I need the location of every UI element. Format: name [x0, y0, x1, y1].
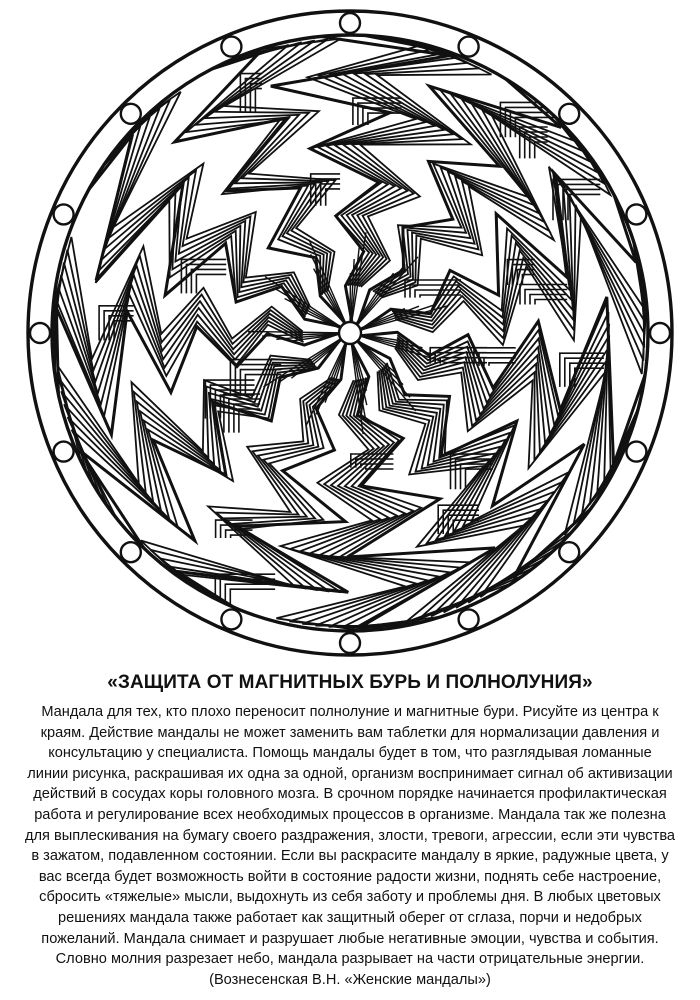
border-bead — [221, 37, 241, 57]
border-bead — [54, 442, 74, 462]
page-title: «ЗАЩИТА ОТ МАГНИТНЫХ БУРЬ И ПОЛНОЛУНИЯ» — [107, 672, 593, 693]
border-bead — [30, 323, 50, 343]
description-line: Мандала для тех, кто плохо переносит полнолуние и магнитные бури. Рисуйте из центра к — [41, 704, 659, 720]
description-line: краям. Действие мандалы не может заменить вам таблетки для нормализации давления и — [40, 724, 660, 741]
description-line: консультацию у специалиста. Помощь мандалы будет в том, что разглядывая ломанные — [48, 745, 652, 762]
border-bead — [459, 609, 479, 629]
description-line: Словно молния разрезает небо, мандала разрывает на части отрицательные энергии. — [55, 951, 645, 968]
description-line: пожеланий. Мандала снимает и разрушает любые негативные эмоции, чувства и события. — [41, 930, 659, 947]
description-line: в зажатом, подавленном состоянии. Если вы раскрасите мандалу в яркие, радужные цвета, у — [31, 848, 669, 865]
description-line: для выплескивания на бумагу своего раздражения, злости, тревоги, агрессии, если эти чувства — [24, 827, 676, 844]
border-bead — [340, 633, 360, 653]
border-bead — [459, 37, 479, 57]
border-bead — [626, 204, 646, 224]
description-text — [8, 702, 692, 990]
border-bead — [626, 442, 646, 462]
center-circle — [339, 322, 361, 344]
description-line: работа и регулирование всех необходимых процессов в организме. Мандала так же полезна — [34, 806, 666, 823]
border-bead — [650, 323, 670, 343]
description-line: сбросить «тяжелые» мысли, выдохнуть из себя заботу и проблемы дня. В любых цветовых — [39, 889, 661, 906]
border-bead — [559, 104, 579, 124]
description-line: вас всегда будет возможность войти в состояние радости жизни, поднять себе настроение, — [38, 868, 662, 885]
description-line: (Вознесенская В.Н. «Женские мандалы») — [209, 971, 491, 988]
border-bead — [559, 542, 579, 562]
border-bead — [121, 542, 141, 562]
border-bead — [121, 104, 141, 124]
border-bead — [340, 13, 360, 33]
border-bead — [54, 204, 74, 224]
description-line: решениях мандала также работает как защитный оберег от сглаза, порчи и недобрых — [58, 909, 642, 926]
description-line: действий в сосудах коры головного мозга. В срочном порядке начинается профилактическая — [33, 786, 667, 803]
description-line: линии рисунка, раскрашивая их одна за одной, организм воспринимает сигнал об активизации — [27, 765, 673, 782]
border-bead — [221, 609, 241, 629]
